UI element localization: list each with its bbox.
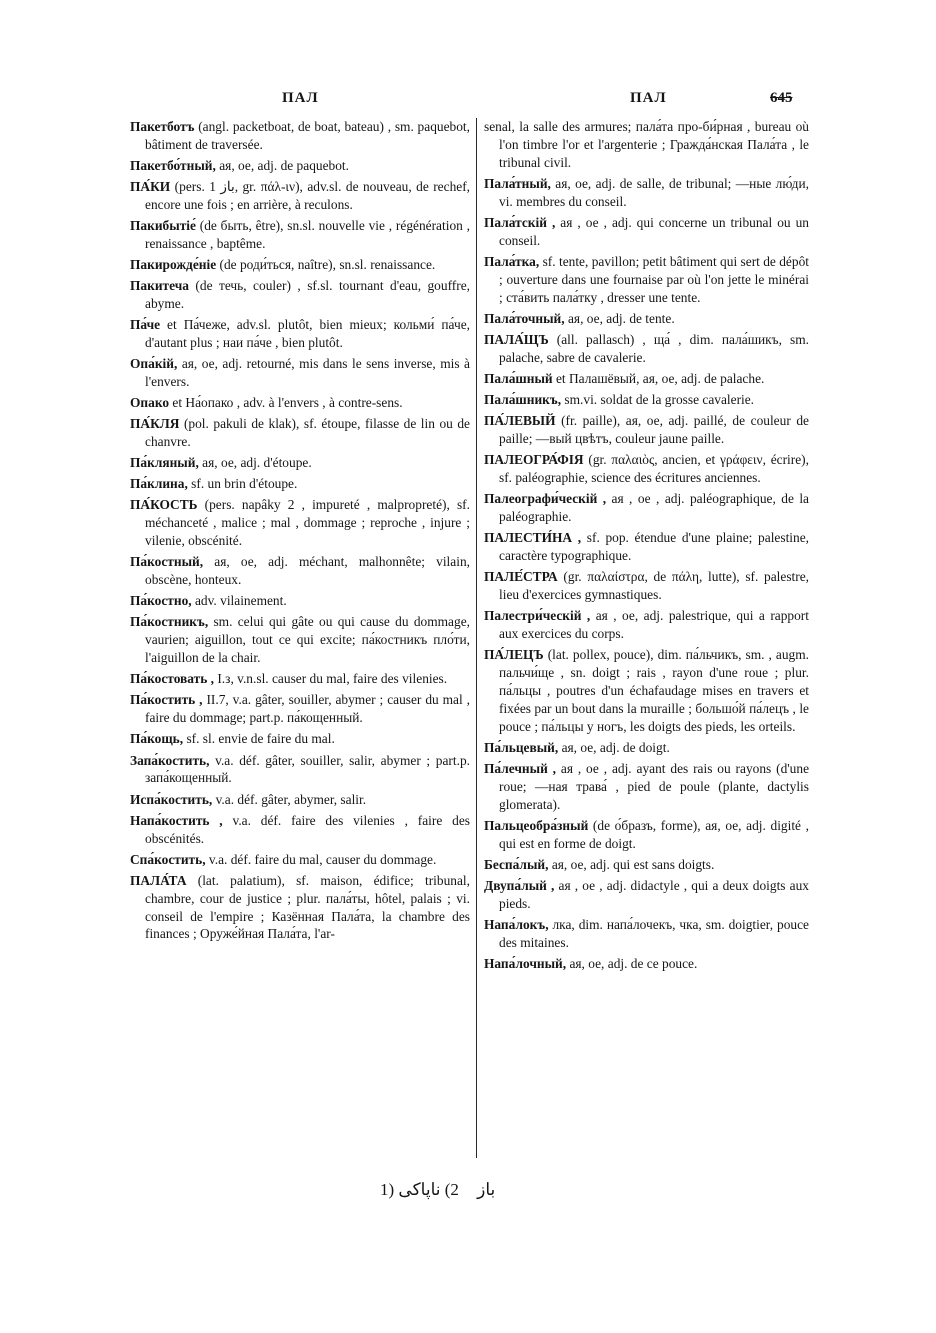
entry-definition: ая , ое, adj. palestrique, qui a rapport aux exercices du corps. <box>499 608 809 641</box>
entry-headword: Па́костовать , <box>130 671 214 687</box>
footnotes <box>380 1180 509 1200</box>
entry-headword: Па́клина, <box>130 476 188 492</box>
entry-definition: лка, dim. напа́лочекъ, чка, sm. doigtier, pouce des mitaines. <box>499 916 809 950</box>
dictionary-entry <box>484 760 809 814</box>
entry-headword: Па́костно, <box>130 593 192 609</box>
entry-headword: Пала́шный <box>484 370 553 386</box>
entry-definition: sf. pop. étendue d'une plaine; palestine, caractère typographique. <box>499 530 809 563</box>
entry-definition: ая, ое, adj. retourné, mis dans le sens inverse, mis à l'envers. <box>145 356 470 390</box>
entry-definition: senal, la salle des armures; пала́та про-би́рная , bureau où l'on timbre l'or et l'argenterie ; Гражда́нская Пала́та , le tribunal civil. <box>484 119 809 170</box>
dictionary-entry <box>130 730 470 748</box>
footnote-2: 2) ناپاکی <box>398 1180 459 1199</box>
entry-headword: Опа́кій, <box>130 356 178 372</box>
entry-headword: Па́костникъ, <box>130 614 209 630</box>
dictionary-entry <box>484 175 809 211</box>
dictionary-entry <box>484 817 809 853</box>
dictionary-entry <box>484 118 809 172</box>
dictionary-entry <box>484 490 809 526</box>
dictionary-entry <box>484 856 809 874</box>
dictionary-entry <box>130 851 470 869</box>
entry-definition: (de роди́ться, naître), sn.sl. renaissance. <box>216 257 436 273</box>
dictionary-entry <box>484 877 809 913</box>
entry-definition: ая, ое, adj. d'étoupe. <box>198 455 312 471</box>
entry-definition: ая, ое, adj. qui est sans doigts. <box>548 856 715 872</box>
dictionary-entry <box>130 553 470 589</box>
entry-headword: Пала́точный, <box>484 310 565 326</box>
entry-definition: v.a. déf. gâter, souiller, salir, abymer ; part.p. запа́кощенный. <box>145 752 470 786</box>
entry-headword: Пакибытіе́ <box>130 218 196 234</box>
entry-headword: Опако <box>130 395 170 411</box>
entry-definition: ая, ое, adj. de ce pouce. <box>566 955 698 971</box>
entry-headword: Пала́тка, <box>484 253 540 269</box>
entry-headword: ПА́ЛЕЦЪ <box>484 647 544 663</box>
entry-headword: Беспа́лый, <box>484 856 549 872</box>
dictionary-entry <box>130 613 470 667</box>
dictionary-entry <box>484 412 809 448</box>
dictionary-entry <box>130 118 470 154</box>
dictionary-entry <box>130 355 470 391</box>
entry-definition: (gr. παλαίστρα, de πάλη, lutte), sf. palestre, lieu d'exercices gymnastiques. <box>499 569 809 602</box>
entry-headword: Пальцеобра́зный <box>484 817 589 833</box>
dictionary-entry <box>484 391 809 409</box>
entry-definition: v.a. déf. faire des vilenies , faire des obscénités. <box>145 812 470 846</box>
entry-definition: ая, ое, adj. méchant, malhonnête; vilain, obscène, honteux. <box>145 554 470 588</box>
entry-definition: sm. celui qui gâte ou qui cause du dommage, vaurien; aiguillon, tout ce qui excite; па́костникъ пло́ти, l'aiguillon de la chair. <box>145 614 470 666</box>
entry-headword: Па́кляный, <box>130 455 199 471</box>
entry-headword: Палестри́ческій , <box>484 608 591 624</box>
entry-headword: Пакетбо́тный, <box>130 158 216 173</box>
dictionary-entry <box>130 752 470 788</box>
entry-definition: ая, ое, adj. de tente. <box>564 310 675 326</box>
dictionary-entry <box>130 157 470 175</box>
dictionary-entry <box>130 394 470 412</box>
entry-definition: sm.vi. soldat de la grosse cavalerie. <box>561 392 755 407</box>
entry-headword: Пакирожде́ніе <box>130 257 217 273</box>
left-running-head: ПАЛ <box>282 90 319 106</box>
right-column <box>484 118 809 976</box>
entry-definition: ая, ое, adj. de salle, de tribunal; —ные лю́ди, vi. membres du conseil. <box>499 175 809 209</box>
entry-headword: Па́костить , <box>130 692 203 708</box>
entry-headword: Па́костный, <box>130 554 204 570</box>
entry-headword: Па́че <box>130 317 161 333</box>
entry-definition: (all. pallasch) , ща́ , dim. пала́шикъ, sm. palache, sabre de cavalerie. <box>499 331 809 365</box>
entry-headword: Пакитеча <box>130 278 189 294</box>
dictionary-entry <box>130 256 470 274</box>
entry-headword: ПАЛА́ЩЪ <box>484 331 549 347</box>
dictionary-entry <box>130 217 470 253</box>
dictionary-entry <box>130 415 470 451</box>
entry-headword: Запа́костить, <box>130 752 210 768</box>
entry-definition: ая , ое , adj. paléographique, de la paléographie. <box>499 491 809 524</box>
entry-definition: ая, ое, adj. de doigt. <box>558 739 670 755</box>
entry-definition: sf. tente, pavillon; petit bâtiment qui sert de dépôt ; ouverture dans une fournaise par où l'on jette le minérai ; ста́вить пала́тку , dresser une tente. <box>499 253 809 305</box>
entry-headword: Пала́тный, <box>484 175 551 191</box>
page-number: 645 <box>770 90 793 106</box>
entry-headword: Палеографи́ческій , <box>484 491 607 507</box>
dictionary-entry <box>484 916 809 952</box>
entry-definition: (gr. παλαιὸς, ancien, et γράφειν, écrire), sf. paléographie, science des écritures anciennes. <box>499 452 809 485</box>
dictionary-entry <box>130 316 470 352</box>
entry-definition: ая , ое , adj. qui concerne un tribunal ou un conseil. <box>499 214 809 248</box>
dictionary-entry <box>130 475 470 493</box>
dictionary-entry <box>130 791 470 809</box>
entry-definition: et На́опако , adv. à l'envers , à contre-sens. <box>169 395 403 411</box>
dictionary-entry <box>484 214 809 250</box>
dictionary-entry <box>130 670 470 688</box>
entry-headword: Па́льцевый, <box>484 739 559 755</box>
dictionary-entry <box>130 277 470 313</box>
left-column <box>130 118 470 947</box>
footnote-1: 1) باز <box>380 1180 496 1199</box>
dictionary-entry <box>484 739 809 757</box>
entry-definition: sf. un brin d'étoupe. <box>187 476 298 492</box>
dictionary-entry <box>484 253 809 307</box>
dictionary-entry <box>130 872 470 944</box>
dictionary-entry <box>484 568 809 604</box>
entry-definition: v.a. déf. faire du mal, causer du dommage. <box>205 851 437 867</box>
entry-headword: ПА́КЛЯ <box>130 416 180 432</box>
entry-headword: Пала́шникъ, <box>484 392 562 407</box>
column-divider <box>476 118 477 1158</box>
entry-definition: (lat. palatium), sf. maison, édifice; tribunal, chambre, cour de justice ; plur. пала́ты, hôtel, palais ; vi. conseil de l'empire ; Казённая Пала́та, la chambre des finances ; Оруже́йная Пала́та, l'ar- <box>145 872 470 942</box>
entry-headword: ПАЛЕ́СТРА <box>484 569 558 585</box>
entry-definition: (pol. pakuli de klak), sf. étoupe, filasse de lin ou de chanvre. <box>145 416 470 450</box>
entry-headword: ПАЛЕСТИ́НА , <box>484 530 582 546</box>
dictionary-entry <box>484 955 809 973</box>
dictionary-entry <box>484 370 809 388</box>
entry-definition: (de быть, être), sn.sl. nouvelle vie , régénération , renaissance , baptême. <box>145 218 470 251</box>
entry-definition: (fr. paille), ая, ое, adj. paillé, de couleur de paille; —вый цвѣтъ, couleur jaune paille. <box>499 413 809 446</box>
entry-definition: I.з, v.n.sl. causer du mal, faire des vilenies. <box>214 671 448 687</box>
dictionary-entry <box>484 331 809 367</box>
entry-definition: (lat. pollex, pouce), dim. па́льчикъ, sm. , augm. пальчи́ще , sn. doigt ; rais , rayon d'une roue ; plur. па́льцы , poutres d'un échafaudage mises en travers et fixées par un bout dans la muraille ; большо́й па́лецъ , le pouce ; па́льцы у ногъ, les doigts des pieds, les orteils. <box>499 647 809 734</box>
entry-headword: ПАЛЕОГРА́ФІЯ <box>484 452 584 468</box>
entry-definition: II.7, v.a. gâter, souiller, abymer ; causer du mal , faire du dommage; part.p. па́кощенный. <box>145 692 470 726</box>
entry-headword: Напа́костить , <box>130 812 223 828</box>
dictionary-entry <box>130 812 470 848</box>
entry-headword: ПА́ЛЕВЫЙ <box>484 413 556 429</box>
entry-definition: adv. vilainement. <box>191 593 287 609</box>
entry-headword: Напа́лочный, <box>484 955 567 971</box>
dictionary-entry <box>130 496 470 550</box>
entry-definition: ая , ое , adj. ayant des rais ou rayons (d'une roue; —ная трава́ , pied de poule (plante, dactylis glomerata). <box>499 760 810 812</box>
entry-headword: Испа́костить, <box>130 791 213 807</box>
entry-definition: (pers. باز 1, gr. πάλ-ιν), adv.sl. de nouveau, de rechef, encore une fois ; en arrière, à reculons. <box>145 179 471 212</box>
dictionary-entry <box>484 451 809 487</box>
dictionary-entry <box>130 691 470 727</box>
entry-definition: (de о́бразъ, forme), ая, ое, adj. digité , qui est en forme de doigt. <box>499 817 809 851</box>
right-running-head: ПАЛ <box>630 90 667 106</box>
entry-headword: Па́лечный , <box>484 760 557 776</box>
entry-definition: v.a. déf. gâter, abymer, salir. <box>212 791 367 807</box>
dictionary-entry <box>484 607 809 643</box>
entry-definition: (pers. napâky 2 , impureté , malpropreté), sf. méchanceté , malice ; mal , dommage ; reproche , injure ; vilenie, obscénité. <box>145 497 470 549</box>
entry-definition: et Па́чеже, adv.sl. plutôt, bien mieux; кольми́ па́че, d'autant plus ; наи па́че , bien plutôt. <box>145 317 470 351</box>
dictionary-entry <box>484 310 809 328</box>
dictionary-entry <box>130 454 470 472</box>
dictionary-entry <box>484 646 809 736</box>
entry-headword: Пакетботъ <box>130 119 195 134</box>
entry-definition: ая , ое , adj. didactyle , qui a deux doigts aux pieds. <box>499 877 809 911</box>
entry-definition: (de течь, couler) , sf.sl. tournant d'eau, gouffre, abyme. <box>145 278 470 312</box>
entry-definition: sf. sl. envie de faire du mal. <box>183 731 335 747</box>
entry-headword: ПАЛА́ТА <box>130 872 187 888</box>
entry-headword: Па́кощь, <box>130 731 184 747</box>
entry-headword: Двупа́лый , <box>484 877 555 893</box>
entry-definition: (angl. packetboat, de boat, bateau) , sm. paquebot, bâtiment de traversée. <box>145 119 470 152</box>
dictionary-entry <box>130 592 470 610</box>
dictionary-entry <box>484 529 809 565</box>
entry-headword: ПА́КИ <box>130 179 171 195</box>
entry-headword: Напа́локъ, <box>484 916 549 932</box>
entry-definition: et Палашёвый, ая, ое, adj. de palache. <box>552 370 765 386</box>
entry-definition: ая, ое, adj. de paquebot. <box>215 158 349 173</box>
dictionary-entry <box>130 178 470 214</box>
entry-headword: ПА́КОСТЬ <box>130 497 198 513</box>
entry-headword: Пала́тскій , <box>484 214 556 230</box>
entry-headword: Спа́костить, <box>130 851 206 867</box>
